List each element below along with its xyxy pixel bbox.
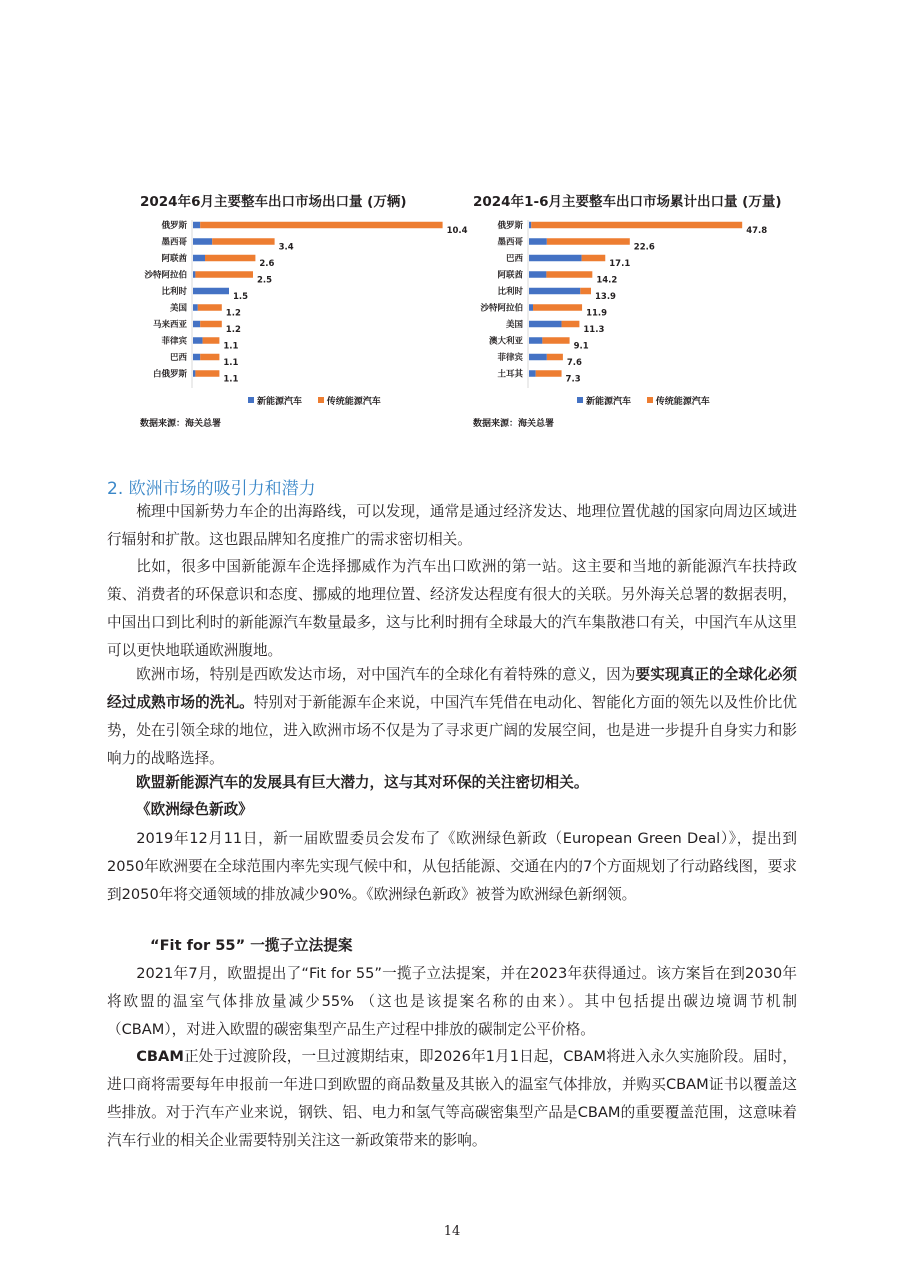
bold-statement: 欧盟新能源汽车的发展具有巨大潜力，这与其对环保的关注密切相关。 <box>136 774 589 791</box>
data-label: 7.3 <box>565 374 581 385</box>
data-label: 2.5 <box>257 275 273 286</box>
chart-plot <box>140 218 468 390</box>
bar-ice <box>562 321 580 328</box>
bar-ice <box>200 354 219 361</box>
data-label: 2.6 <box>259 259 275 269</box>
category-label: 美国 <box>505 320 523 330</box>
paragraph-bold: 要实现真正的全球化必须经过成熟市场的洗礼。 <box>107 666 797 711</box>
bar-ice <box>195 370 219 377</box>
paragraph-bold: CBAM <box>136 1048 184 1065</box>
bar-nev <box>529 354 547 361</box>
paragraph: 梳理中国新势力车企的出海路线，可以发现，通常是通过经济发达、地理位置优越的国家向周边区域进行辐射和扩散。这也跟品牌知名度推广的需求密切相关。 <box>107 503 797 548</box>
category-label: 澳大利亚 <box>488 336 523 347</box>
paragraph <box>107 1043 797 1155</box>
category-label: 白俄罗斯 <box>152 369 187 380</box>
category-label: 俄罗斯 <box>497 221 523 231</box>
legend-label: 传统能源汽车 <box>655 397 710 407</box>
bar-nev <box>193 370 195 377</box>
data-label: 22.6 <box>633 242 655 253</box>
chart-legend <box>248 394 381 407</box>
category-label: 沙特阿拉伯 <box>480 303 523 314</box>
chart-source: 数据来源：海关总署 <box>473 419 555 429</box>
paragraph-text: 欧洲市场，特别是西欧发达市场，对中国汽车的全球化有着特殊的意义，因为 <box>136 666 636 683</box>
chart-title: 2024年1-6月主要整车出口市场累计出口量 (万量) <box>473 194 782 210</box>
bar-ice <box>531 222 742 229</box>
bar-nev <box>193 288 229 295</box>
bar-nev <box>193 321 200 328</box>
category-label: 马来西亚 <box>152 320 187 330</box>
data-label: 47.8 <box>746 226 768 236</box>
paragraph-text: 特别对于新能源车企来说，中国汽车凭借在电动化、智能化方面的领先以及性价比优势，处在引领全球的地位，进入欧洲市场不仅是为了寻求更广阔的发展空间，也是进一步提升自身实力和影响力的战略选择。 <box>107 694 797 767</box>
bar-nev <box>529 238 547 245</box>
bar-ice <box>536 370 562 377</box>
category-label: 墨西哥 <box>161 237 187 248</box>
chart-source: 数据来源：海关总署 <box>140 419 222 429</box>
bar-nev <box>193 337 203 344</box>
category-label: 美国 <box>169 303 187 314</box>
data-label: 3.4 <box>278 242 294 253</box>
data-label: 14.2 <box>596 275 618 286</box>
data-label: 9.1 <box>573 341 589 352</box>
bar-ice <box>205 255 255 262</box>
category-label: 菲律宾 <box>497 353 523 363</box>
bar-nev <box>529 304 533 311</box>
data-label: 10.4 <box>446 226 468 236</box>
data-label: 13.9 <box>594 292 616 302</box>
paragraph <box>107 661 797 773</box>
chart-june-exports <box>140 190 468 435</box>
category-label: 土耳其 <box>497 369 523 380</box>
bar-ice <box>542 337 569 344</box>
bar-nev <box>529 321 562 328</box>
data-label: 1.1 <box>223 341 239 352</box>
bar-ice <box>533 304 582 311</box>
page-number: 14 <box>443 1224 461 1239</box>
category-label: 沙特阿拉伯 <box>144 270 187 281</box>
category-label: 巴西 <box>505 254 523 264</box>
bar-ice <box>195 271 253 278</box>
bar-nev <box>529 337 542 344</box>
category-label: 比利时 <box>497 287 523 297</box>
legend-swatch-nev <box>248 397 254 403</box>
bar-nev <box>529 222 531 229</box>
legend-label: 新能源汽车 <box>586 397 632 407</box>
bar-ice <box>203 337 220 344</box>
data-label: 1.1 <box>223 358 239 368</box>
category-label: 俄罗斯 <box>161 221 187 231</box>
bar-nev <box>193 271 195 278</box>
chart-h1-cumulative-exports <box>473 190 813 435</box>
bar-ice <box>200 321 222 328</box>
category-label: 阿联酋 <box>497 270 523 281</box>
category-label: 比利时 <box>161 287 187 297</box>
paragraph: 2019年12月11日，新一届欧盟委员会发布了《欧洲绿色新政（European Green Deal）》，提出到2050年欧洲要在全球范围内率先实现气候中和，从包括能源、交通在内的7个方面规划了行动路线图，要求到2050年将交通领域的排放减少90%。《欧洲绿色新政》被誉为欧洲绿色新纲领。 <box>107 830 797 903</box>
subheading: “Fit for 55” 一揽子立法提案 <box>150 937 353 954</box>
data-label: 11.3 <box>583 325 605 335</box>
section-title: 2. 欧洲市场的吸引力和潜力 <box>107 479 316 499</box>
legend-swatch-ice <box>647 397 653 403</box>
data-label: 1.2 <box>225 308 241 319</box>
category-label: 巴西 <box>169 353 187 363</box>
chart-title: 2024年6月主要整车出口市场出口量 (万辆) <box>140 194 407 210</box>
data-label: 17.1 <box>609 259 631 269</box>
category-label: 墨西哥 <box>497 237 523 248</box>
bar-nev <box>529 271 546 278</box>
paragraph: 2021年7月，欧盟提出了“Fit for 55”一揽子立法提案，并在2023年获得通过。该方案旨在到2030年将欧盟的温室气体排放量减少55% （这也是该提案名称的由来）。其中包括提出碳边境调节机制（CBAM），对进入欧盟的碳密集型产品生产过程中排放的碳制定公平价格。 <box>107 965 797 1038</box>
paragraph: 比如，很多中国新能源车企选择挪威作为汽车出口欧洲的第一站。这主要和当地的新能源汽车扶持政策、消费者的环保意识和态度、挪威的地理位置、经济发达程度有很大的关联。另外海关总署的数据表明，中国出口到比利时的新能源汽车数量最多，这与比利时拥有全球最大的汽车集散港口有关，中国汽车从这里可以更快地联通欧洲腹地。 <box>107 558 797 659</box>
bar-ice <box>547 238 630 245</box>
data-label: 11.9 <box>586 308 608 319</box>
category-label: 菲律宾 <box>161 336 187 347</box>
bar-nev <box>529 370 536 377</box>
bar-ice <box>580 288 591 295</box>
bar-nev <box>193 238 212 245</box>
bar-ice <box>547 354 563 361</box>
bar-nev <box>193 304 198 311</box>
category-label: 阿联酋 <box>161 254 187 264</box>
subheading: 《欧洲绿色新政》 <box>136 801 253 818</box>
legend-label: 新能源汽车 <box>257 397 303 407</box>
bar-ice <box>200 222 442 229</box>
bar-ice <box>546 271 592 278</box>
data-label: 1.2 <box>225 325 241 335</box>
paragraph-text: 正处于过渡阶段，一旦过渡期结束，即2026年1月1日起，CBAM将进入永久实施阶段。届时，进口商将需要每年申报前一年进口到欧盟的商品数量及其嵌入的温室气体排放，并购买CBAM证书以覆盖这些排放。对于汽车产业来说，钢铁、铝、电力和氢气等高碳密集型产品是CBAM的重要覆盖范围，这意味着汽车行业的相关企业需要特别关注这一新政策带来的影响。 <box>107 1048 797 1149</box>
legend-label: 传统能源汽车 <box>326 397 381 407</box>
bar-ice <box>212 238 274 245</box>
chart-legend <box>577 394 710 407</box>
data-label: 1.5 <box>233 292 249 302</box>
bar-ice <box>198 304 222 311</box>
bar-nev <box>529 288 580 295</box>
legend-swatch-nev <box>577 397 583 403</box>
bar-nev <box>193 255 205 262</box>
bar-nev <box>529 255 582 262</box>
bar-nev <box>193 222 200 229</box>
chart-plot <box>473 218 793 390</box>
bar-nev <box>193 354 200 361</box>
data-label: 1.1 <box>223 374 239 385</box>
bar-ice <box>582 255 606 262</box>
legend-swatch-ice <box>318 397 324 403</box>
data-label: 7.6 <box>566 358 582 368</box>
